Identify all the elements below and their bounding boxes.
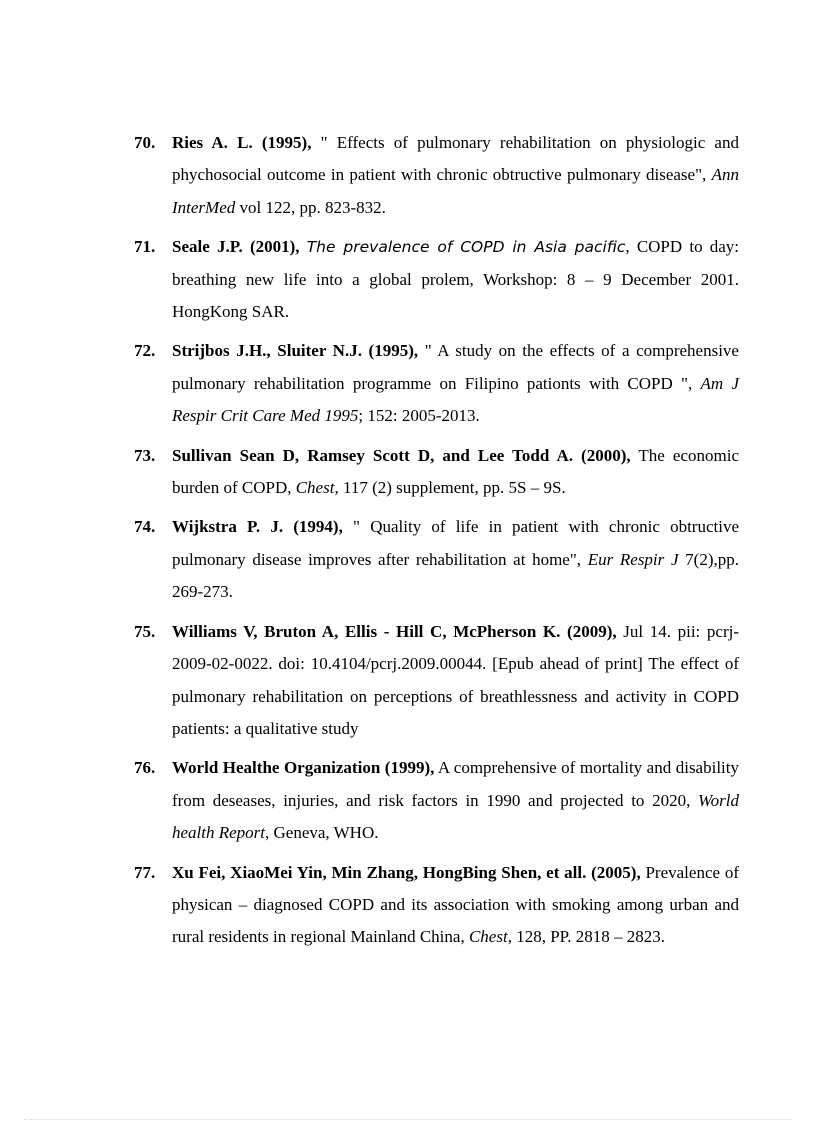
reference-text: " Quality of life in patient with chronic obtructive pulmonary disease improves after rehabilitation at home", <box>172 517 740 569</box>
reference-authors: Williams V, Bruton A, Ellis - Hill C, McPherson K. (2009), <box>172 621 617 641</box>
reference-item <box>134 231 739 328</box>
reference-text: Prevalence of physican – diagnosed COPD and its association with smoking among urban and rural residents in regional Mainland China, <box>172 862 739 947</box>
reference-number: 76. <box>134 758 156 778</box>
reference-number: 72. <box>134 341 156 361</box>
reference-list <box>134 127 739 961</box>
reference-text: , 117 (2) supplement, pp. 5S – 9S. <box>334 478 566 498</box>
reference-authors: Ries A. L. (1995), <box>172 133 312 152</box>
reference-number: 77. <box>134 862 156 882</box>
reference-text: " A study on the effects of a comprehensive pulmonary rehabilitation programme on Filipino pationts with COPD ", <box>172 341 739 393</box>
reference-authors: World Healthe Organization (1999), <box>172 758 435 778</box>
reference-number: 70. <box>134 133 156 152</box>
reference-text: ; 152: 2005-2013. <box>358 406 480 426</box>
reference-journal: Am J Respir Crit Care Med 1995 <box>172 373 739 426</box>
reference-number: 74. <box>134 517 156 537</box>
reference-text: A comprehensive of mortality and disability from deseases, injuries, and risk factors in 1990 and projected to 2020, <box>172 758 739 810</box>
reference-journal: World health Report <box>172 790 739 843</box>
reference-item <box>134 127 739 224</box>
reference-item <box>134 752 739 849</box>
reference-number: 71. <box>134 237 156 257</box>
reference-authors: Xu Fei, XiaoMei Yin, Min Zhang, HongBing Shen, et all. (2005), <box>172 862 641 882</box>
page-bottom-divider <box>24 1119 792 1120</box>
reference-authors: Wijkstra P. J. (1994), <box>172 517 343 537</box>
reference-authors: Strijbos J.H., Sluiter N.J. (1995), <box>172 341 419 361</box>
reference-item <box>134 616 739 746</box>
reference-authors: Seale J.P. (2001), <box>172 237 300 257</box>
reference-authors: Sullivan Sean D, Ramsey Scott D, and Lee Todd A. (2000), <box>172 445 631 465</box>
reference-journal: Chest <box>468 927 508 947</box>
reference-journal: Chest <box>295 478 335 498</box>
reference-item <box>134 440 739 505</box>
reference-number: 73. <box>134 445 156 465</box>
reference-journal: Eur Respir J <box>587 549 679 569</box>
reference-text: " Effects of pulmonary rehabilitation on physiologic and phychosocial outcome in patient with chronic obtructive pulmonary disease", <box>172 133 739 185</box>
reference-text: , 128, PP. 2818 – 2823. <box>507 927 665 947</box>
reference-number: 75. <box>134 621 156 641</box>
reference-text: Jul 14. pii: pcrj-2009-02-0022. doi: 10.4104/pcrj.2009.00044. [Epub ahead of print] The effect of pulmonary rehabilitation on perceptions of breathlessness and activity in COPD patients: a qualitative study <box>172 621 739 738</box>
reference-text: The economic burden of COPD, <box>172 445 739 498</box>
reference-item <box>134 857 739 954</box>
reference-item <box>134 511 739 608</box>
reference-text: 7(2),pp. 269-273. <box>172 549 739 602</box>
reference-text: vol 122, pp. 823-832. <box>235 197 386 217</box>
reference-journal: Ann InterMed <box>172 165 739 217</box>
reference-item <box>134 335 739 432</box>
reference-text: , Geneva, WHO. <box>265 823 379 843</box>
reference-title: The prevalence of COPD in Asia pacific <box>306 238 626 257</box>
reference-text: , COPD to day: breathing new life into a global prolem, Workshop: 8 – 9 December 2001. HongKong SAR. <box>172 237 740 322</box>
